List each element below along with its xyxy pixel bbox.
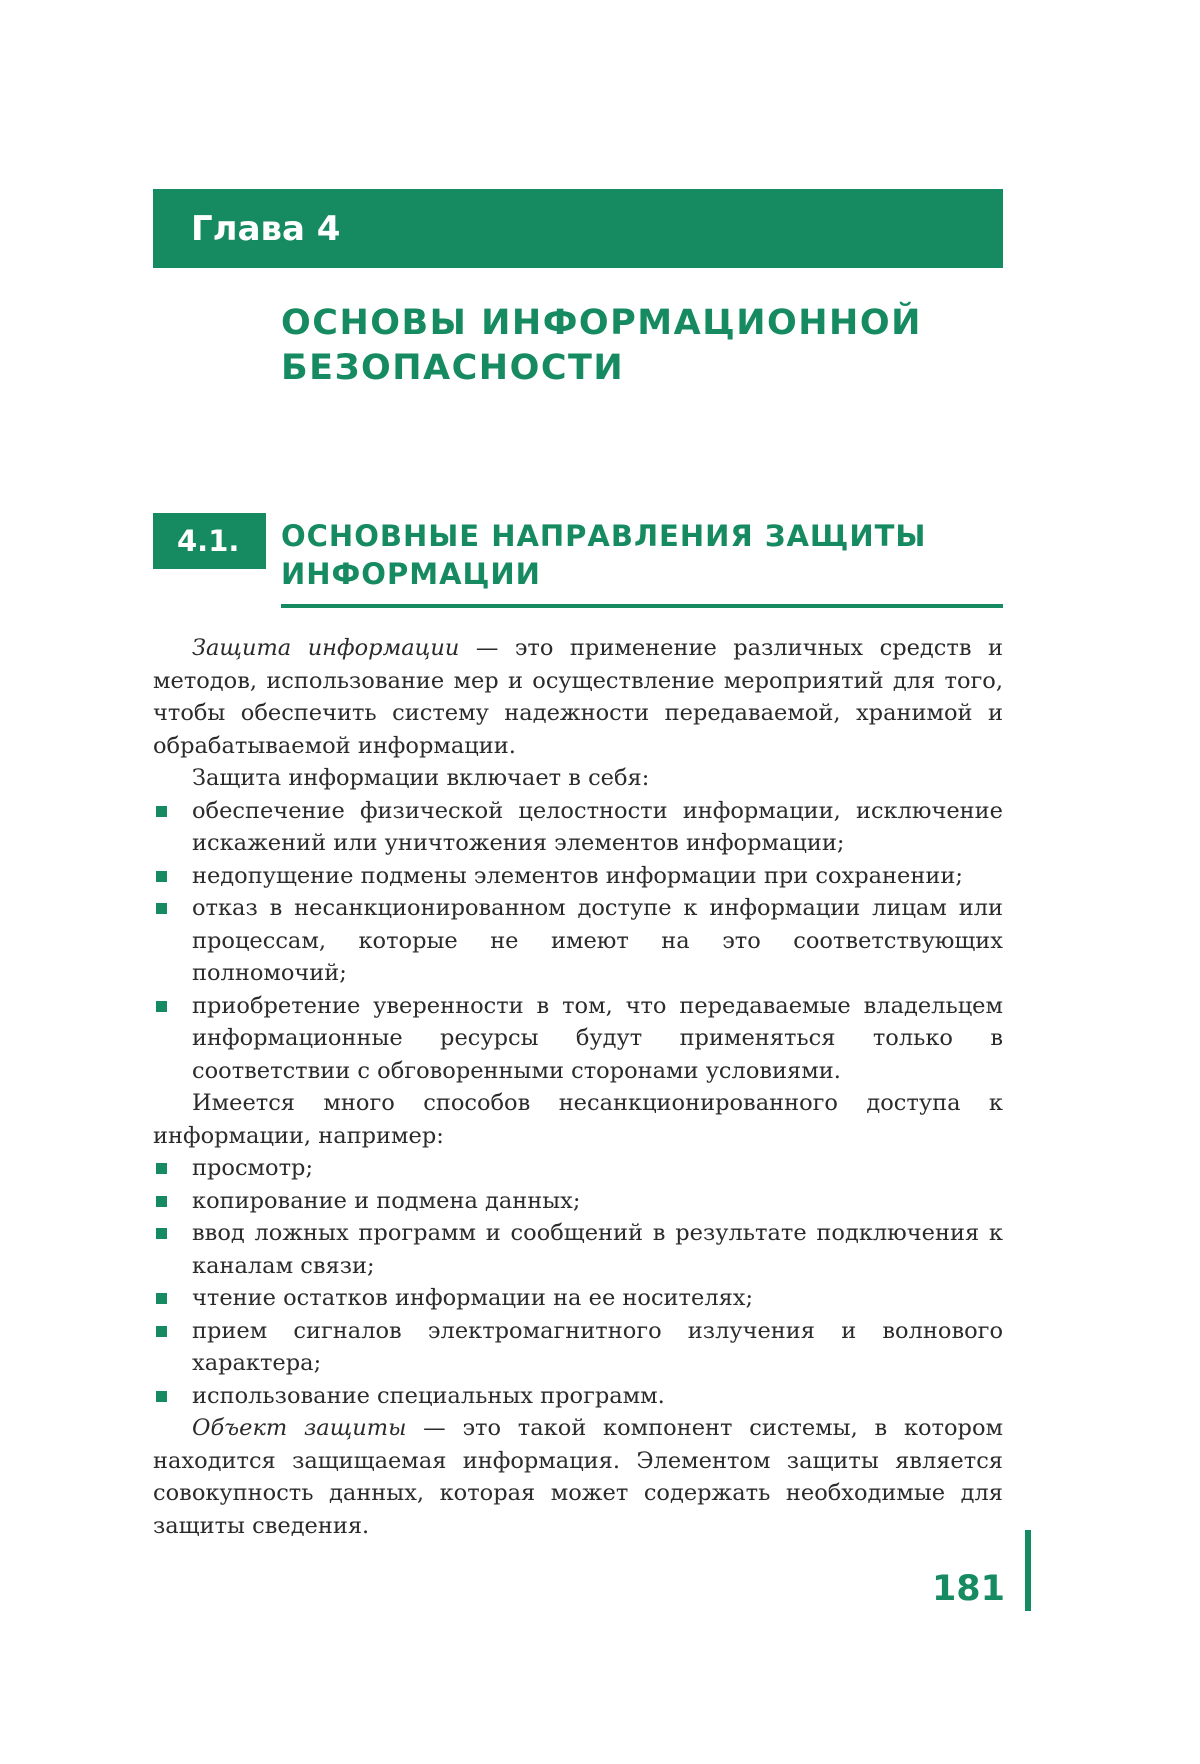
page-number-rule bbox=[1025, 1530, 1031, 1611]
list-item-text: отказ в несанкционированном доступе к информации лицам или процессам, которые не имеют на это соответствующих полномочий; bbox=[192, 895, 1003, 986]
paragraph-includes: Защита информации включает в себя: bbox=[192, 765, 650, 791]
square-bullet-icon bbox=[156, 903, 167, 914]
list-item bbox=[153, 1380, 1003, 1413]
list-item bbox=[153, 990, 1003, 1088]
square-bullet-icon bbox=[156, 1391, 167, 1402]
square-bullet-icon bbox=[156, 1228, 167, 1239]
section-title-line2: ИНФОРМАЦИИ bbox=[281, 557, 541, 591]
section-number: 4.1. bbox=[177, 524, 240, 558]
square-bullet-icon bbox=[156, 806, 167, 817]
square-bullet-icon bbox=[156, 1163, 167, 1174]
list-item-text: прием сигналов электромагнитного излучения и волнового характера; bbox=[192, 1317, 1003, 1376]
chapter-label: Глава 4 bbox=[191, 209, 341, 249]
list-item bbox=[153, 1185, 1003, 1218]
access-methods-list bbox=[153, 1152, 1003, 1412]
section-underline bbox=[281, 604, 1003, 608]
list-item-text: обеспечение физической целостности информации, исключение искажений или уничтожения элементов информации; bbox=[192, 797, 1003, 856]
list-item-text: просмотр; bbox=[192, 1155, 314, 1181]
section-title bbox=[281, 517, 1001, 593]
body-text bbox=[153, 632, 1003, 1542]
list-item-text: ввод ложных программ и сообщений в результате подключения к каналам связи; bbox=[192, 1220, 1003, 1279]
list-item-text: использование специальных программ. bbox=[192, 1382, 665, 1409]
square-bullet-icon bbox=[156, 1326, 167, 1337]
paragraph-protection-object bbox=[153, 1412, 1003, 1542]
chapter-title bbox=[281, 301, 1001, 391]
chapter-title-line1: ОСНОВЫ ИНФОРМАЦИОННОЙ bbox=[281, 303, 922, 343]
square-bullet-icon bbox=[156, 1196, 167, 1207]
list-item bbox=[153, 1315, 1003, 1380]
term-information-protection: Защита информации bbox=[192, 635, 460, 661]
paragraph-access-methods: Имеется много способов несанкционированного доступа к информации, например: bbox=[153, 1090, 1003, 1149]
list-item bbox=[153, 1152, 1003, 1185]
list-item bbox=[153, 860, 1003, 893]
list-item bbox=[153, 1217, 1003, 1282]
list-item-text: приобретение уверенности в том, что передаваемые владельцем информационные ресурсы будут применяться только в соответствии с обговоренными сторонами условиями. bbox=[192, 992, 1003, 1084]
chapter-title-line2: БЕЗОПАСНОСТИ bbox=[281, 348, 625, 388]
list-item bbox=[153, 795, 1003, 860]
protection-measures-list bbox=[153, 795, 1003, 1088]
term-protection-object: Объект защиты bbox=[192, 1415, 407, 1441]
square-bullet-icon bbox=[156, 1001, 167, 1012]
paragraph-protection-object-text: — это такой компонент системы, в котором находится защищаемая информация. Элементом защиты является совокупность данных, которая может содержать необходимые для защиты сведения. bbox=[153, 1415, 1004, 1539]
list-item bbox=[153, 1282, 1003, 1315]
square-bullet-icon bbox=[156, 1293, 167, 1304]
list-item-text: чтение остатков информации на ее носителях; bbox=[192, 1285, 754, 1311]
section-number-badge bbox=[153, 513, 266, 569]
list-item bbox=[153, 892, 1003, 990]
section-title-line1: ОСНОВНЫЕ НАПРАВЛЕНИЯ ЗАЩИТЫ bbox=[281, 519, 927, 553]
paragraph-definition-text: — это применение различных средств и методов, использование мер и осуществление мероприятий для того, чтобы обеспечить систему надежности передаваемой, хранимой и обрабатываемой информации. bbox=[153, 635, 1003, 759]
list-item-text: недопущение подмены элементов информации при сохранении; bbox=[192, 862, 963, 889]
list-item-text: копирование и подмена данных; bbox=[192, 1187, 581, 1214]
square-bullet-icon bbox=[156, 871, 167, 882]
page-number: 181 bbox=[931, 1569, 1005, 1609]
paragraph-definition bbox=[153, 632, 1003, 762]
chapter-banner bbox=[153, 189, 1003, 268]
